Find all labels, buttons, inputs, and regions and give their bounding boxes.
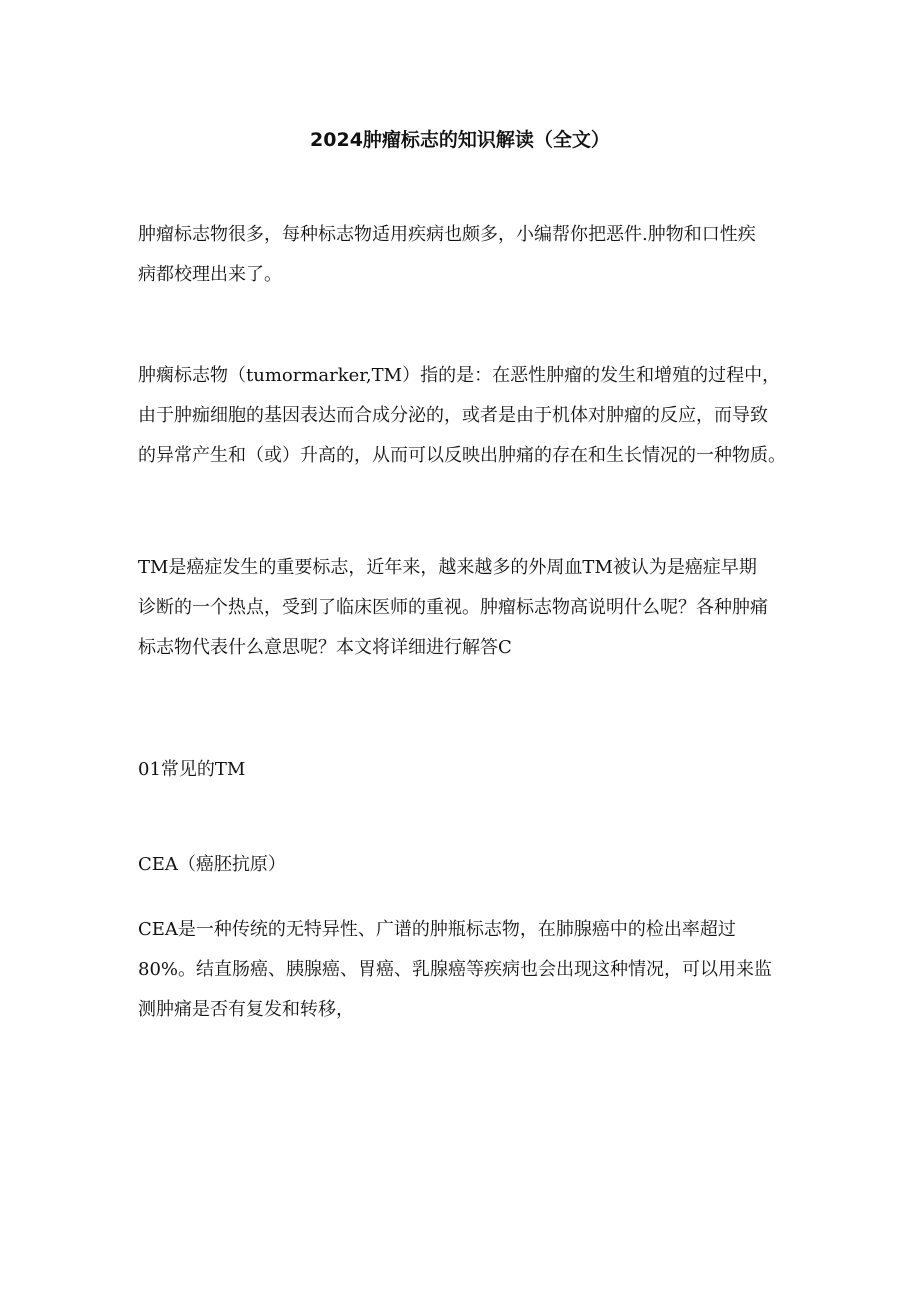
text-line: 肿瘸标志物（tumormarker,TM）指的是：在恶性肿瘤的发生和增殖的过程中，	[138, 365, 781, 386]
definition-paragraph	[138, 356, 790, 476]
intro-paragraph	[138, 215, 790, 295]
subsection-heading: CEA（癌胚抗原）	[138, 854, 286, 875]
text-line: 标志物代表什么意思呢？本文将详细进行解答C	[138, 637, 512, 658]
text-line: 由于肿痂细胞的基因表达而合成分泌的，或者是由于机体对肿瘤的反应，而导致	[138, 405, 768, 426]
text-line: 的异常产生和（或）升高的，从而可以反映出肿痛的存在和生长情况的一种物质。	[138, 445, 786, 466]
section-heading: 01常见的TM	[138, 759, 246, 780]
text-line: TM是癌症发生的重要标志，近年来，越来越多的外周血TM被认为是癌症早期	[138, 557, 757, 578]
text-line: 80%。结直肠癌、胰腺癌、胃癌、乳腺癌等疾病也会出现这种情况，可以用来监	[138, 959, 773, 980]
text-line: CEA是一种传统的无特异性、广谱的肿瓶标志物，在肺腺癌中的检出率超过	[138, 919, 736, 940]
document-title: 2024肿瘤标志的知识解读（全文）	[310, 129, 610, 151]
cea-paragraph	[138, 910, 790, 1030]
text-line: 肿瘤标志物很多，每种标志物适用疾病也颇多，小编帮你把恶件.肿物和口性疾	[138, 224, 756, 245]
importance-paragraph	[138, 548, 790, 668]
text-line: 测肿痛是否有复发和转移，	[138, 999, 354, 1020]
text-line: 病都校理出来了。	[138, 264, 282, 285]
text-line: 诊断的一个热点，受到了临床医师的重视。肿瘤标志物高说明什么呢？各种肿痛	[138, 597, 768, 618]
